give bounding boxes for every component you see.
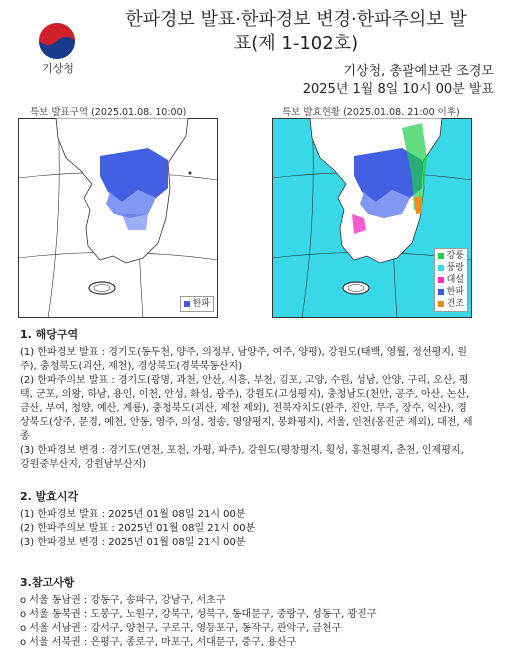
section-1-line: (1) 한파경보 발표 : 경기도(동두천, 양주, 의정부, 남양주, 여주, 양평), 강원도(태백, 영월, 정선평지, 원 [20,347,467,358]
legend-label: 대설 [446,275,464,285]
section-2-title: 2. 발효시각 [20,490,79,503]
legend-swatch [438,253,444,259]
section-1-line: (2) 한파주의보 발표 : 경기도(광명, 과천, 안산, 시흥, 부천, 김포, 고양, 수원, 성남, 안양, 구리, 오산, 평 [20,375,469,386]
legend-item-dry [438,298,464,310]
right-status-map [272,118,472,318]
legend-swatch [438,301,444,307]
section-1-line: 주), 충청북도(괴산, 제천), 경상북도(경북북동산지) [20,361,243,372]
section-2-line: (2) 한파주의보 발표 : 2025년 01월 08일 21시 00분 [20,523,256,534]
left-map-legend [180,296,214,312]
legend-swatch [438,265,444,271]
section-1-line: 종 [20,431,30,442]
title-line-1: 한파경보 발표·한파경보 변경·한파주의보 발 [125,9,467,30]
legend-swatch [438,289,444,295]
section-1-title: 1. 해당구역 [20,328,79,341]
legend-item-cold [184,298,210,310]
legend-label: 건조 [446,299,464,309]
legend-label: 한파 [192,299,210,309]
section-1-line: 상북도(상주, 문경, 예천, 안동, 영주, 의성, 청송, 영양평지, 봉화평지), 서울, 인천(옹진군 제외), 대전, 세 [20,417,473,428]
section-3-body [20,594,494,650]
legend-item-wind [438,250,464,262]
section-2-line: (1) 한파경보 발표 : 2025년 01월 08일 21시 00분 [20,509,246,520]
section-1-line: (3) 한파경보 변경 : 경기도(연천, 포천, 가평, 파주), 강원도(평창평지, 횡성, 홍천평지, 춘천, 인제평지, [20,445,464,456]
legend-item-cold [438,286,464,298]
title-line-2: 표(제 1-102호) [233,33,359,54]
bulletin-title [96,8,496,56]
legend-label: 한파 [446,287,464,297]
legend-label: 풍랑 [446,263,464,273]
right-map-legend [434,248,468,312]
section-1-line: 금산, 부여, 청양, 예산, 계룡), 충청북도(괴산, 제천 제외), 전북자치도(완주, 진안, 무주, 장수, 익산), 경 [20,403,467,414]
left-map-caption: 특보 발표구역 (2025.01.08. 10:00) [30,107,187,118]
section-2-line: (3) 한파경보 변경 : 2025년 01월 08일 21시 00분 [20,537,246,548]
section-1-line: 택, 군포, 의왕, 하남, 용인, 이천, 안성, 화성, 광주), 강원도(고성평지), 충청남도(천안, 공주, 아산, 논산, [20,389,470,400]
left-warning-map [18,118,218,318]
issuer: 기상청, 총괄예보관 조경모 [343,64,494,79]
section-3-line: o 서울 서남권 : 강서구, 양천구, 구로구, 영등포구, 동작구, 관악구, 금천구 [20,623,342,634]
section-1-body [20,346,494,472]
section-2-body [20,508,494,550]
legend-item-wave [438,262,464,274]
section-3-line: o 서울 동남권 : 강동구, 송파구, 강남구, 서초구 [20,595,226,606]
issued-time: 2025년 1월 8일 10시 00분 발표 [302,82,494,97]
left-map-svg [18,118,218,318]
legend-swatch [438,277,444,283]
legend-swatch [184,301,190,307]
section-3-line: o 서울 서북권 : 은평구, 종로구, 마포구, 서대문구, 중구, 용산구 [20,637,297,648]
section-3-line: o 서울 동북권 : 도봉구, 노원구, 강북구, 성북구, 동대문구, 중랑구, 성동구, 광진구 [20,609,377,620]
right-map-caption: 특보 발효현황 (2025.01.08. 21:00 이후) [282,107,460,118]
header [0,0,514,100]
legend-label: 강풍 [446,251,464,261]
section-1-line: 강원중부산지, 강원남부산지) [20,459,147,470]
logo-text: 기상청 [42,62,74,75]
legend-item-snow [438,274,464,286]
section-3-title: 3.참고사항 [20,576,75,589]
